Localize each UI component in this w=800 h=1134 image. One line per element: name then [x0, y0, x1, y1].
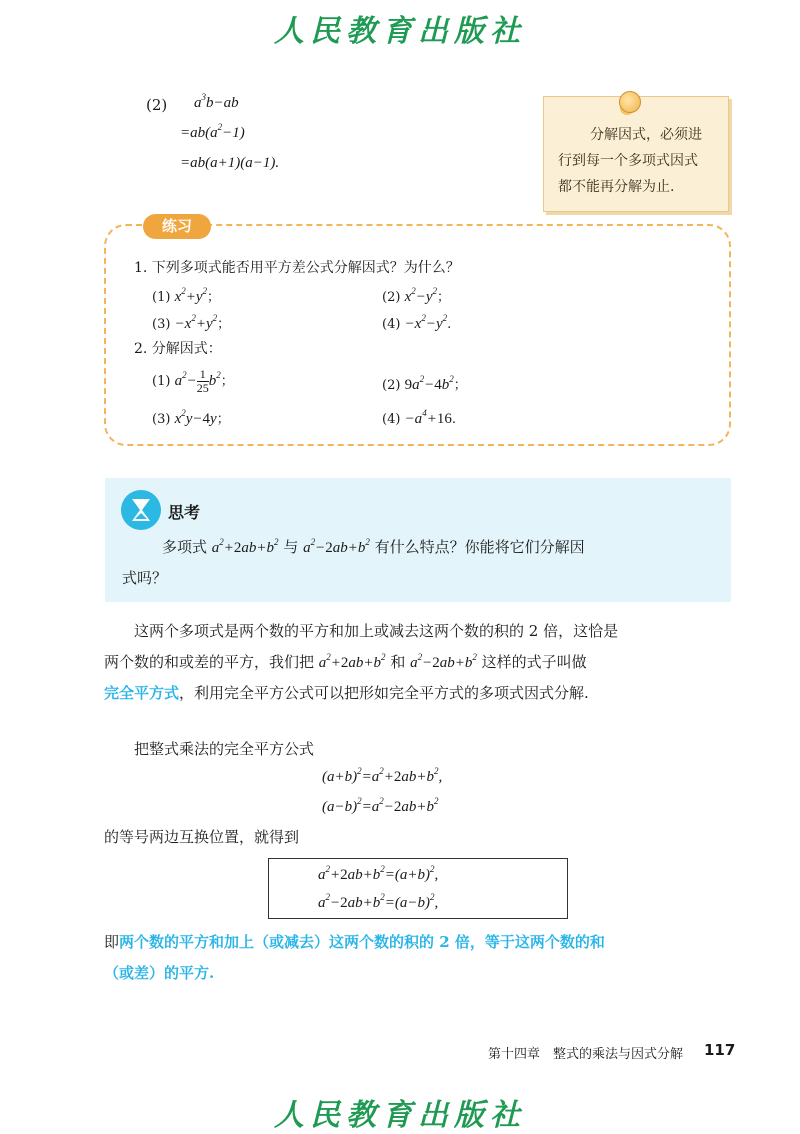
conclusion-line-2: （或差）的平方.	[104, 964, 215, 982]
q1-item-3: $(3) -x^2+y^2$；	[152, 313, 231, 332]
formula-factor-2: $a^2-2ab+b^2=(a-b)^2$,	[318, 892, 439, 911]
conclusion-line-1: 即两个数的平方和加上（或减去）这两个数的积的 2 倍，等于这两个数的和	[104, 933, 605, 951]
margin-note-card	[543, 96, 729, 212]
footer-publisher-logo: 人民教育出版社	[274, 1098, 526, 1133]
q2-item-4: $(4) -a^4+16$.	[382, 408, 456, 427]
q2-item-3: (3) $x^2y-4y$；	[152, 408, 230, 427]
formula-product-1: $(a+b)^2=a^2+2ab+b^2$,	[322, 766, 443, 785]
think-line-1: 多项式 $a^2+2ab+b^2$ 与 $a^2-2ab+b^2$ 有什么特点？你能将它们分解因	[162, 537, 585, 556]
formula-product-2: $(a-b)^2=a^2-2ab+b^2$	[322, 796, 439, 815]
hourglass-icon	[121, 490, 161, 530]
q1-item-4: $(4) -x^2-y^2$.	[382, 313, 452, 332]
note-line-3: 都不能再分解为止.	[558, 179, 675, 195]
example-line-2: $=ab(a^2-1)$	[180, 122, 245, 141]
header-publisher-logo: 人民教育出版社	[274, 14, 526, 49]
term-perfect-square: 完全平方式	[104, 684, 180, 702]
exercise-q1: 1. 下列多项式能否用平方差公式分解因式？为什么？	[134, 260, 460, 276]
think-line-2: 式吗？	[122, 569, 168, 587]
q1-item-1: (1) $x^2+y^2$；	[152, 286, 221, 305]
example-label: (2)	[146, 96, 168, 114]
footer-chapter: 第十四章 整式的乘法与因式分解	[488, 1047, 684, 1062]
exercise-q2: 2. 分解因式：	[134, 341, 222, 357]
example-line-1: $a^3b-ab$	[194, 92, 239, 111]
para1-line-3: 完全平方式，利用完全平方公式可以把形如完全平方式的多项式因式分解.	[104, 684, 589, 702]
q2-item-1: (1) $a^2-$ $\frac{1}{25}$ $b^2$；	[152, 367, 234, 396]
formula-factor-1: $a^2+2ab+b^2=(a+b)^2$,	[318, 864, 439, 883]
note-line-1: 分解因式，必须进	[590, 127, 702, 143]
q2-item-2: (2) $9a^2-4b^2$；	[382, 374, 467, 393]
para1-line-2: 两个数的和或差的平方，我们把 $a^2+2ab+b^2$ 和 $a^2-2ab+b^2$ 这样的式子叫做	[104, 652, 587, 671]
page-number: 117	[704, 1041, 736, 1059]
think-title: 思考	[168, 503, 201, 522]
para2-intro: 把整式乘法的完全平方公式	[134, 740, 315, 758]
exercise-title: 练习	[143, 214, 211, 239]
para2-after: 的等号两边互换位置，就得到	[104, 828, 300, 846]
para1-line-1: 这两个多项式是两个数的平方和加上或减去这两个数的积的 2 倍，这恰是	[134, 622, 619, 640]
pushpin-icon	[619, 91, 641, 113]
note-line-2: 行到每一个多项式因式	[558, 153, 698, 169]
q1-item-2: (2) $x^2-y^2$；	[382, 286, 451, 305]
example-line-3: =ab(a+1)(a−1).	[180, 155, 280, 171]
